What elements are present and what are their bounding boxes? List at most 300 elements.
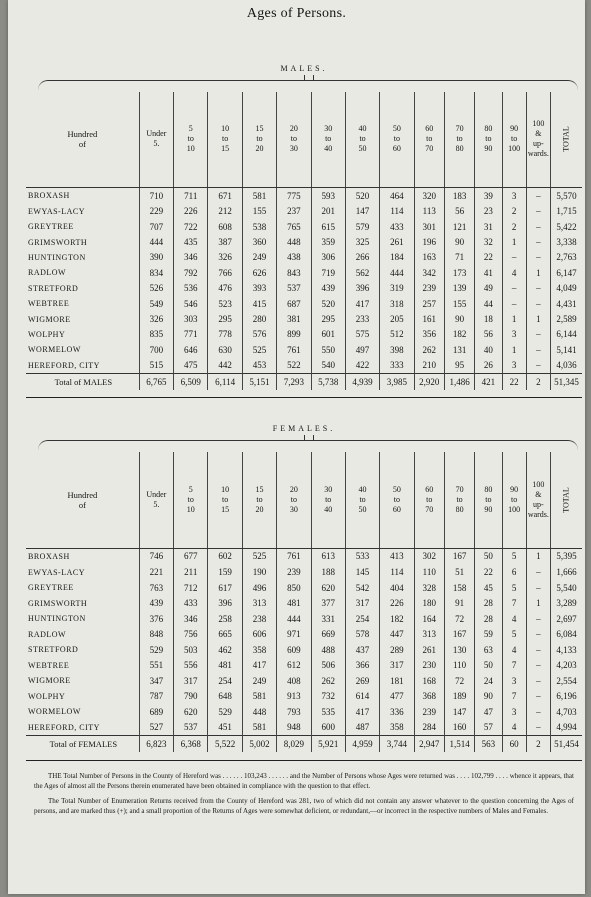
table-cell: – xyxy=(526,281,550,296)
table-cell: 433 xyxy=(174,595,208,611)
table-cell: 211 xyxy=(174,564,208,580)
table-cell: 540 xyxy=(311,358,345,374)
table-cell: 575 xyxy=(345,327,379,342)
total-cell: 2 xyxy=(526,736,550,752)
column-header-label: 90 to 100 xyxy=(508,124,521,154)
table-cell: 91 xyxy=(444,595,474,611)
table-row xyxy=(26,595,582,611)
table-cell: 719 xyxy=(311,265,345,280)
table-cell: 848 xyxy=(139,626,173,642)
hundred-name: WIGMORE xyxy=(28,314,71,324)
table-cell: 710 xyxy=(139,187,173,203)
table-row xyxy=(26,548,582,564)
table-cell: 404 xyxy=(380,580,414,596)
table-cell: 712 xyxy=(174,580,208,596)
table-cell: 110 xyxy=(414,564,444,580)
column-header xyxy=(551,92,583,187)
total-cell: 6,509 xyxy=(174,374,208,390)
table-cell: – xyxy=(526,673,550,689)
table-cell: 778 xyxy=(208,327,242,342)
table-cell: 971 xyxy=(277,626,311,642)
table-cell: 537 xyxy=(277,281,311,296)
table-cell: 347 xyxy=(139,673,173,689)
table-cell: 790 xyxy=(174,688,208,704)
table-cell: 5,570 xyxy=(551,187,583,203)
table-cell: – xyxy=(502,281,526,296)
hundred-name: STRETFORD xyxy=(28,645,79,655)
table-cell: 45 xyxy=(475,580,502,596)
table-cell: 617 xyxy=(208,580,242,596)
table-cell: 417 xyxy=(242,657,276,673)
table-cell: 145 xyxy=(345,564,379,580)
table-cell: 184 xyxy=(380,250,414,265)
table-cell: – xyxy=(502,250,526,265)
table-cell: 237 xyxy=(277,204,311,219)
table-cell: 254 xyxy=(208,673,242,689)
table-cell: 56 xyxy=(475,327,502,342)
table-cell: 535 xyxy=(311,704,345,720)
table-cell: 2,554 xyxy=(551,673,583,689)
table-cell: 4 xyxy=(502,265,526,280)
hundred-name: GREYTREE xyxy=(28,583,74,593)
hundred-name: STRETFORD xyxy=(28,283,79,293)
table-cell: – xyxy=(526,626,550,642)
table-cell: – xyxy=(526,250,550,265)
table-cell: – xyxy=(526,342,550,357)
hundred-name: BROXASH xyxy=(28,551,70,561)
table-cell: 562 xyxy=(345,265,379,280)
table-cell: 648 xyxy=(208,688,242,704)
table-cell: 398 xyxy=(380,342,414,357)
hundred-name: BROXASH xyxy=(28,191,70,201)
table-cell: 158 xyxy=(444,580,474,596)
females-table xyxy=(26,452,582,752)
table-cell: 537 xyxy=(174,719,208,735)
table-cell: 342 xyxy=(414,265,444,280)
table-cell: 167 xyxy=(444,548,474,564)
total-cell: 2 xyxy=(526,374,550,390)
table-cell: 328 xyxy=(414,580,444,596)
table-cell: 512 xyxy=(380,327,414,342)
table-row xyxy=(26,580,582,596)
table-cell: 31 xyxy=(475,219,502,234)
table-cell: 481 xyxy=(208,657,242,673)
column-header xyxy=(277,452,311,548)
column-header-label: 30 to 40 xyxy=(324,124,333,154)
footnotes xyxy=(34,772,574,822)
table-cell: 700 xyxy=(139,342,173,357)
table-cell: 346 xyxy=(174,611,208,627)
table-cell: 183 xyxy=(444,187,474,203)
total-cell: 421 xyxy=(475,374,502,390)
table-cell: 110 xyxy=(444,657,474,673)
table-cell: – xyxy=(526,358,550,374)
column-header-label: 5 to 10 xyxy=(186,484,195,514)
table-cell: 387 xyxy=(208,234,242,249)
table-row xyxy=(26,265,582,280)
table-cell: 488 xyxy=(311,642,345,658)
table-cell: 317 xyxy=(174,673,208,689)
table-cell: 609 xyxy=(277,642,311,658)
table-cell: 677 xyxy=(174,548,208,564)
column-header xyxy=(414,452,444,548)
table-cell: 614 xyxy=(345,688,379,704)
column-header-label: 70 to 80 xyxy=(455,484,464,514)
total-cell: 2,947 xyxy=(414,736,444,752)
column-header-label: 5 to 10 xyxy=(186,124,195,154)
hundred-name: HUNTINGTON xyxy=(28,614,86,624)
table-cell: 318 xyxy=(380,296,414,311)
table-cell: 317 xyxy=(380,657,414,673)
total-cell: 5,151 xyxy=(242,374,276,390)
table-cell: 533 xyxy=(345,548,379,564)
table-cell: 6,144 xyxy=(551,327,583,342)
table-cell: 254 xyxy=(345,611,379,627)
table-cell: 792 xyxy=(174,265,208,280)
table-cell: 114 xyxy=(380,204,414,219)
table-cell: 771 xyxy=(174,327,208,342)
table-cell: 360 xyxy=(242,234,276,249)
table-cell: 359 xyxy=(311,234,345,249)
table-cell: 593 xyxy=(311,187,345,203)
column-header-label: Under 5. xyxy=(146,489,167,509)
table-cell: – xyxy=(526,719,550,735)
total-cell: 2,920 xyxy=(414,374,444,390)
table-cell: 160 xyxy=(444,719,474,735)
table-cell: 646 xyxy=(174,342,208,357)
table-cell: 5,395 xyxy=(551,548,583,564)
hundred-name: RADLOW xyxy=(28,268,67,278)
table-cell: 24 xyxy=(475,673,502,689)
hundred-header xyxy=(26,92,139,187)
table-cell: 22 xyxy=(475,564,502,580)
table-cell: 3 xyxy=(502,673,526,689)
table-cell: 415 xyxy=(242,296,276,311)
table-cell: 393 xyxy=(242,281,276,296)
table-cell: 262 xyxy=(414,342,444,357)
table-cell: 1 xyxy=(526,311,550,326)
hundred-label: Hundred xyxy=(67,489,98,500)
table-cell: 230 xyxy=(414,657,444,673)
table-cell: 417 xyxy=(345,704,379,720)
table-cell: 576 xyxy=(242,327,276,342)
table-cell: 289 xyxy=(380,642,414,658)
table-cell: 481 xyxy=(277,595,311,611)
table-cell: 711 xyxy=(174,187,208,203)
table-cell: 439 xyxy=(139,595,173,611)
hundred-label: Hundred xyxy=(67,129,98,140)
column-header xyxy=(311,452,345,548)
table-cell: 269 xyxy=(345,673,379,689)
total-cell: 5,522 xyxy=(208,736,242,752)
column-header-label: 40 to 50 xyxy=(358,124,367,154)
total-cell: 51,345 xyxy=(551,374,583,390)
table-cell: 3 xyxy=(502,358,526,374)
table-cell: 1 xyxy=(526,595,550,611)
table-cell: 257 xyxy=(414,296,444,311)
table-cell: 2 xyxy=(502,219,526,234)
column-header xyxy=(139,452,173,548)
column-header xyxy=(444,452,474,548)
hundred-name: HEREFORD, CITY xyxy=(28,722,100,732)
table-cell: 396 xyxy=(208,595,242,611)
hundred-name: HUNTINGTON xyxy=(28,252,86,262)
table-cell: 212 xyxy=(208,204,242,219)
table-cell: 536 xyxy=(174,281,208,296)
table-cell: 620 xyxy=(174,704,208,720)
table-cell: 325 xyxy=(345,234,379,249)
total-cell: 7,293 xyxy=(277,374,311,390)
table-cell: 5 xyxy=(502,626,526,642)
table-cell: 5 xyxy=(502,548,526,564)
document-page xyxy=(8,0,585,894)
column-header xyxy=(208,92,242,187)
table-cell: 3 xyxy=(502,327,526,342)
table-cell: 4,203 xyxy=(551,657,583,673)
column-header xyxy=(242,92,276,187)
table-cell: 390 xyxy=(139,250,173,265)
table-cell: 320 xyxy=(414,187,444,203)
table-cell: 451 xyxy=(208,719,242,735)
table-cell: 167 xyxy=(444,626,474,642)
table-cell: 261 xyxy=(380,234,414,249)
table-cell: 295 xyxy=(208,311,242,326)
table-cell: 205 xyxy=(380,311,414,326)
table-cell: 444 xyxy=(380,265,414,280)
hundred-name: HEREFORD, CITY xyxy=(28,360,100,370)
table-cell: – xyxy=(526,564,550,580)
total-row xyxy=(26,736,582,752)
table-cell: 503 xyxy=(174,642,208,658)
table-cell: 475 xyxy=(174,358,208,374)
table-cell: 50 xyxy=(475,657,502,673)
table-cell: 331 xyxy=(311,611,345,627)
table-cell: 523 xyxy=(208,296,242,311)
table-row xyxy=(26,642,582,658)
column-header-label: 60 to 70 xyxy=(425,124,434,154)
table-cell: 843 xyxy=(277,265,311,280)
table-cell: 4,036 xyxy=(551,358,583,374)
table-cell: 413 xyxy=(380,548,414,564)
column-header-label: 15 to 20 xyxy=(255,124,264,154)
hundred-of-label: of xyxy=(78,499,86,510)
table-cell: 630 xyxy=(208,342,242,357)
table-cell: 581 xyxy=(242,719,276,735)
table-cell: 381 xyxy=(277,311,311,326)
table-cell: 5,141 xyxy=(551,342,583,357)
table-cell: 159 xyxy=(208,564,242,580)
table-cell: 608 xyxy=(208,219,242,234)
column-header xyxy=(277,92,311,187)
table-cell: 687 xyxy=(277,296,311,311)
table-cell: 3,289 xyxy=(551,595,583,611)
table-cell: 5 xyxy=(502,580,526,596)
table-cell: 689 xyxy=(139,704,173,720)
table-row xyxy=(26,657,582,673)
table-cell: 39 xyxy=(475,187,502,203)
table-cell: 487 xyxy=(345,719,379,735)
column-header xyxy=(380,92,414,187)
table-cell: 520 xyxy=(345,187,379,203)
table-cell: 515 xyxy=(139,358,173,374)
table-cell: 3 xyxy=(502,187,526,203)
table-cell: 7 xyxy=(502,657,526,673)
table-cell: 556 xyxy=(174,657,208,673)
table-row xyxy=(26,327,582,342)
table-cell: 258 xyxy=(208,611,242,627)
table-row xyxy=(26,296,582,311)
hundred-name: WORMELOW xyxy=(28,707,81,717)
table-cell: 550 xyxy=(311,342,345,357)
table-cell: 226 xyxy=(380,595,414,611)
table-row xyxy=(26,311,582,326)
column-header-label: 10 to 15 xyxy=(221,124,230,154)
table-cell: 261 xyxy=(414,642,444,658)
table-cell: 72 xyxy=(444,611,474,627)
table-cell: 164 xyxy=(414,611,444,627)
table-cell: 525 xyxy=(242,548,276,564)
table-cell: 336 xyxy=(380,704,414,720)
notes-divider xyxy=(26,760,582,761)
table-row xyxy=(26,719,582,735)
table-cell: 181 xyxy=(380,673,414,689)
table-cell: 239 xyxy=(414,704,444,720)
table-cell: 130 xyxy=(444,642,474,658)
table-cell: 280 xyxy=(242,311,276,326)
total-cell: 6,823 xyxy=(139,736,173,752)
table-cell: 168 xyxy=(414,673,444,689)
table-cell: 23 xyxy=(475,204,502,219)
table-cell: 233 xyxy=(345,311,379,326)
table-cell: 4,133 xyxy=(551,642,583,658)
table-cell: 47 xyxy=(475,704,502,720)
table-cell: 462 xyxy=(208,642,242,658)
column-header xyxy=(380,452,414,548)
table-cell: 266 xyxy=(345,250,379,265)
table-cell: 59 xyxy=(475,626,502,642)
table-cell: 546 xyxy=(174,296,208,311)
males-table xyxy=(26,92,582,390)
table-cell: 476 xyxy=(208,281,242,296)
hundred-name: GREYTREE xyxy=(28,222,74,232)
table-cell: 522 xyxy=(277,358,311,374)
column-header-label: 80 to 90 xyxy=(484,484,493,514)
total-cell: 4,939 xyxy=(345,374,379,390)
table-cell: 538 xyxy=(242,219,276,234)
column-header xyxy=(502,452,526,548)
table-cell: 613 xyxy=(311,548,345,564)
hundred-name: WOLPHY xyxy=(28,691,66,701)
table-cell: 71 xyxy=(444,250,474,265)
total-cell: 6,765 xyxy=(139,374,173,390)
note-enumeration-returns: The Total Number of Enumeration Returns received from the County of Hereford was 281, two of which did not contain any answer whatever to the question concerning the Ages of persons, and are marked thus (+); and a small proportion of the Returns of Ages were somewhat deficient, or redundant,—or incorrect in the respective numbers of Males and Females. xyxy=(34,797,574,815)
table-cell: 899 xyxy=(277,327,311,342)
table-row xyxy=(26,358,582,374)
table-cell: 433 xyxy=(380,219,414,234)
table-cell: 615 xyxy=(311,219,345,234)
table-cell: 188 xyxy=(311,564,345,580)
table-cell: 366 xyxy=(345,657,379,673)
table-cell: 2,697 xyxy=(551,611,583,627)
table-cell: 239 xyxy=(414,281,444,296)
table-cell: 551 xyxy=(139,657,173,673)
table-cell: 453 xyxy=(242,358,276,374)
table-cell: 1 xyxy=(502,342,526,357)
total-cell: 5,921 xyxy=(311,736,345,752)
table-cell: 72 xyxy=(444,673,474,689)
table-cell: 238 xyxy=(242,611,276,627)
table-cell: 173 xyxy=(444,265,474,280)
total-row xyxy=(26,374,582,390)
table-cell: 913 xyxy=(277,688,311,704)
hundred-name: WOLPHY xyxy=(28,329,66,339)
table-cell: 756 xyxy=(174,626,208,642)
table-cell: 765 xyxy=(277,219,311,234)
column-header xyxy=(174,452,208,548)
table-cell: 376 xyxy=(139,611,173,627)
table-cell: 1 xyxy=(502,311,526,326)
column-header xyxy=(174,92,208,187)
table-cell: 189 xyxy=(444,688,474,704)
table-cell: 131 xyxy=(444,342,474,357)
table-cell: 444 xyxy=(277,611,311,627)
total-cell: 1,514 xyxy=(444,736,474,752)
table-cell: 442 xyxy=(208,358,242,374)
table-cell: 707 xyxy=(139,219,173,234)
table-cell: 5,540 xyxy=(551,580,583,596)
table-cell: 326 xyxy=(208,250,242,265)
column-header xyxy=(502,92,526,187)
table-row xyxy=(26,611,582,627)
table-cell: 57 xyxy=(475,719,502,735)
table-cell: 41 xyxy=(475,265,502,280)
table-cell: – xyxy=(526,657,550,673)
hundred-header xyxy=(26,452,139,548)
table-cell: – xyxy=(526,688,550,704)
table-cell: 600 xyxy=(311,719,345,735)
table-cell: – xyxy=(526,642,550,658)
table-cell: 601 xyxy=(311,327,345,342)
table-cell: 221 xyxy=(139,564,173,580)
table-cell: 90 xyxy=(444,311,474,326)
table-row xyxy=(26,250,582,265)
table-cell: 581 xyxy=(242,187,276,203)
table-cell: 4,431 xyxy=(551,296,583,311)
table-cell: 2 xyxy=(502,204,526,219)
table-cell: 448 xyxy=(277,234,311,249)
column-header-label: 15 to 20 xyxy=(255,484,264,514)
table-cell: 763 xyxy=(139,580,173,596)
table-cell: 835 xyxy=(139,327,173,342)
table-cell: 95 xyxy=(444,358,474,374)
table-cell: 4,049 xyxy=(551,281,583,296)
table-cell: 346 xyxy=(174,250,208,265)
table-cell: – xyxy=(526,187,550,203)
table-cell: 313 xyxy=(414,626,444,642)
table-cell: 1 xyxy=(526,265,550,280)
total-cell: 5,002 xyxy=(242,736,276,752)
column-header-label: 50 to 60 xyxy=(392,484,401,514)
column-header-label: TOTAL xyxy=(561,487,571,513)
table-cell: 295 xyxy=(311,311,345,326)
column-header xyxy=(526,92,550,187)
table-cell: 4,703 xyxy=(551,704,583,720)
table-cell: 155 xyxy=(242,204,276,219)
column-header-label: 20 to 30 xyxy=(289,124,298,154)
table-cell: 1,666 xyxy=(551,564,583,580)
hundred-name: GRIMSWORTH xyxy=(28,237,88,247)
table-cell: 581 xyxy=(242,688,276,704)
